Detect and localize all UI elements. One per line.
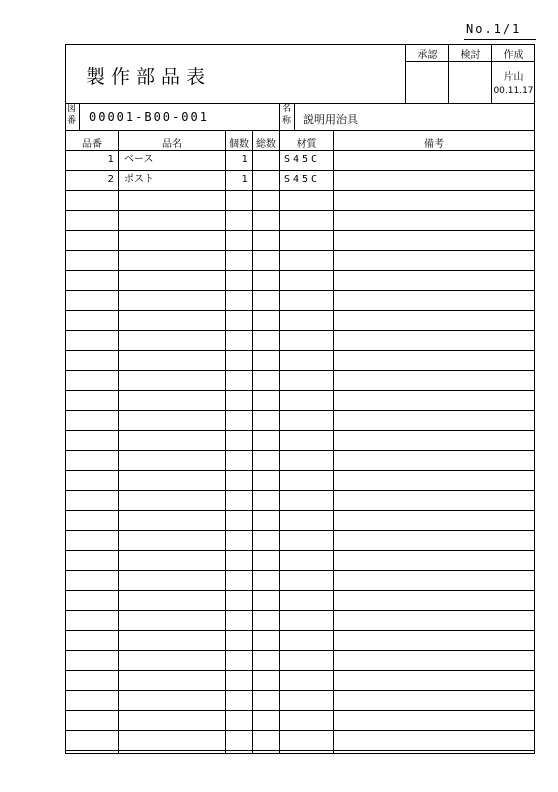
approved-label: 承認 xyxy=(417,50,438,61)
created-label: 作成 xyxy=(503,50,524,61)
table-row-line xyxy=(65,310,535,311)
table-row-line xyxy=(65,270,535,271)
table-row-line xyxy=(65,330,535,331)
table-row-line xyxy=(65,670,535,671)
drawing-number: 00001-B00-001 xyxy=(89,110,209,124)
table-row-line xyxy=(65,470,535,471)
table-row-line xyxy=(65,250,535,251)
created-date: 00.11.17 xyxy=(493,86,534,96)
item-qty: 1 xyxy=(241,154,248,165)
table-row-line xyxy=(65,450,535,451)
table-row-line xyxy=(65,510,535,511)
name-label-top: 名 xyxy=(282,104,292,114)
table-row-line xyxy=(65,230,535,231)
created-by: 片山 xyxy=(503,72,524,83)
table-row-line xyxy=(65,410,535,411)
col-header-remarks: 備考 xyxy=(424,139,444,150)
table-row-line xyxy=(65,530,535,531)
item-qty: 1 xyxy=(241,174,248,185)
stamp-header-line xyxy=(405,61,535,62)
table-column-line xyxy=(279,130,280,754)
document-title: 製作部品表 xyxy=(86,66,212,88)
table-row-line xyxy=(65,170,535,171)
page-number: No.1/1 xyxy=(466,22,522,36)
table-row-line xyxy=(65,750,535,751)
name-label-line xyxy=(294,103,295,130)
table-row-line xyxy=(65,610,535,611)
table-column-line xyxy=(118,130,119,754)
table-row-line xyxy=(65,710,535,711)
title-block-bottom-line xyxy=(65,103,535,104)
table-row-line xyxy=(65,550,535,551)
table-row-line xyxy=(65,630,535,631)
drawing-row-bottom-line xyxy=(65,130,535,131)
table-row-line xyxy=(65,570,535,571)
drawing-number-label-bottom: 番 xyxy=(67,116,77,126)
col-header-qty: 個数 xyxy=(229,139,249,150)
page-number-underline xyxy=(464,39,536,40)
table-column-line xyxy=(225,130,226,754)
drawing-number-label-top: 図 xyxy=(67,104,77,114)
table-column-line xyxy=(252,130,253,754)
drawing-name-separator xyxy=(279,103,280,130)
col-header-part-name: 品名 xyxy=(162,139,182,150)
table-row-line xyxy=(65,650,535,651)
item-part-name: ベース xyxy=(124,154,154,165)
checked-label: 検討 xyxy=(460,50,481,61)
item-part-no: 2 xyxy=(107,174,114,185)
table-row-line xyxy=(65,150,535,151)
table-row-line xyxy=(65,190,535,191)
drawing-label-line xyxy=(79,103,80,130)
part-name: 説明用治具 xyxy=(303,113,358,126)
table-row-line xyxy=(65,590,535,591)
table-row-line xyxy=(65,690,535,691)
table-row-line xyxy=(65,370,535,371)
table-row-line xyxy=(65,290,535,291)
item-material: S45C xyxy=(284,174,321,185)
item-part-no: 1 xyxy=(107,154,114,165)
table-row-line xyxy=(65,490,535,491)
item-part-name: ポスト xyxy=(124,174,154,185)
name-label-bottom: 称 xyxy=(282,116,292,126)
table-row-line xyxy=(65,390,535,391)
table-row-line xyxy=(65,350,535,351)
table-row-line xyxy=(65,730,535,731)
table-row-line xyxy=(65,430,535,431)
col-header-total: 総数 xyxy=(256,139,276,150)
item-material: S45C xyxy=(284,154,321,165)
table-row-line xyxy=(65,210,535,211)
table-column-line xyxy=(333,130,334,754)
col-header-part-no: 品番 xyxy=(82,139,102,150)
col-header-material: 材質 xyxy=(296,139,317,150)
